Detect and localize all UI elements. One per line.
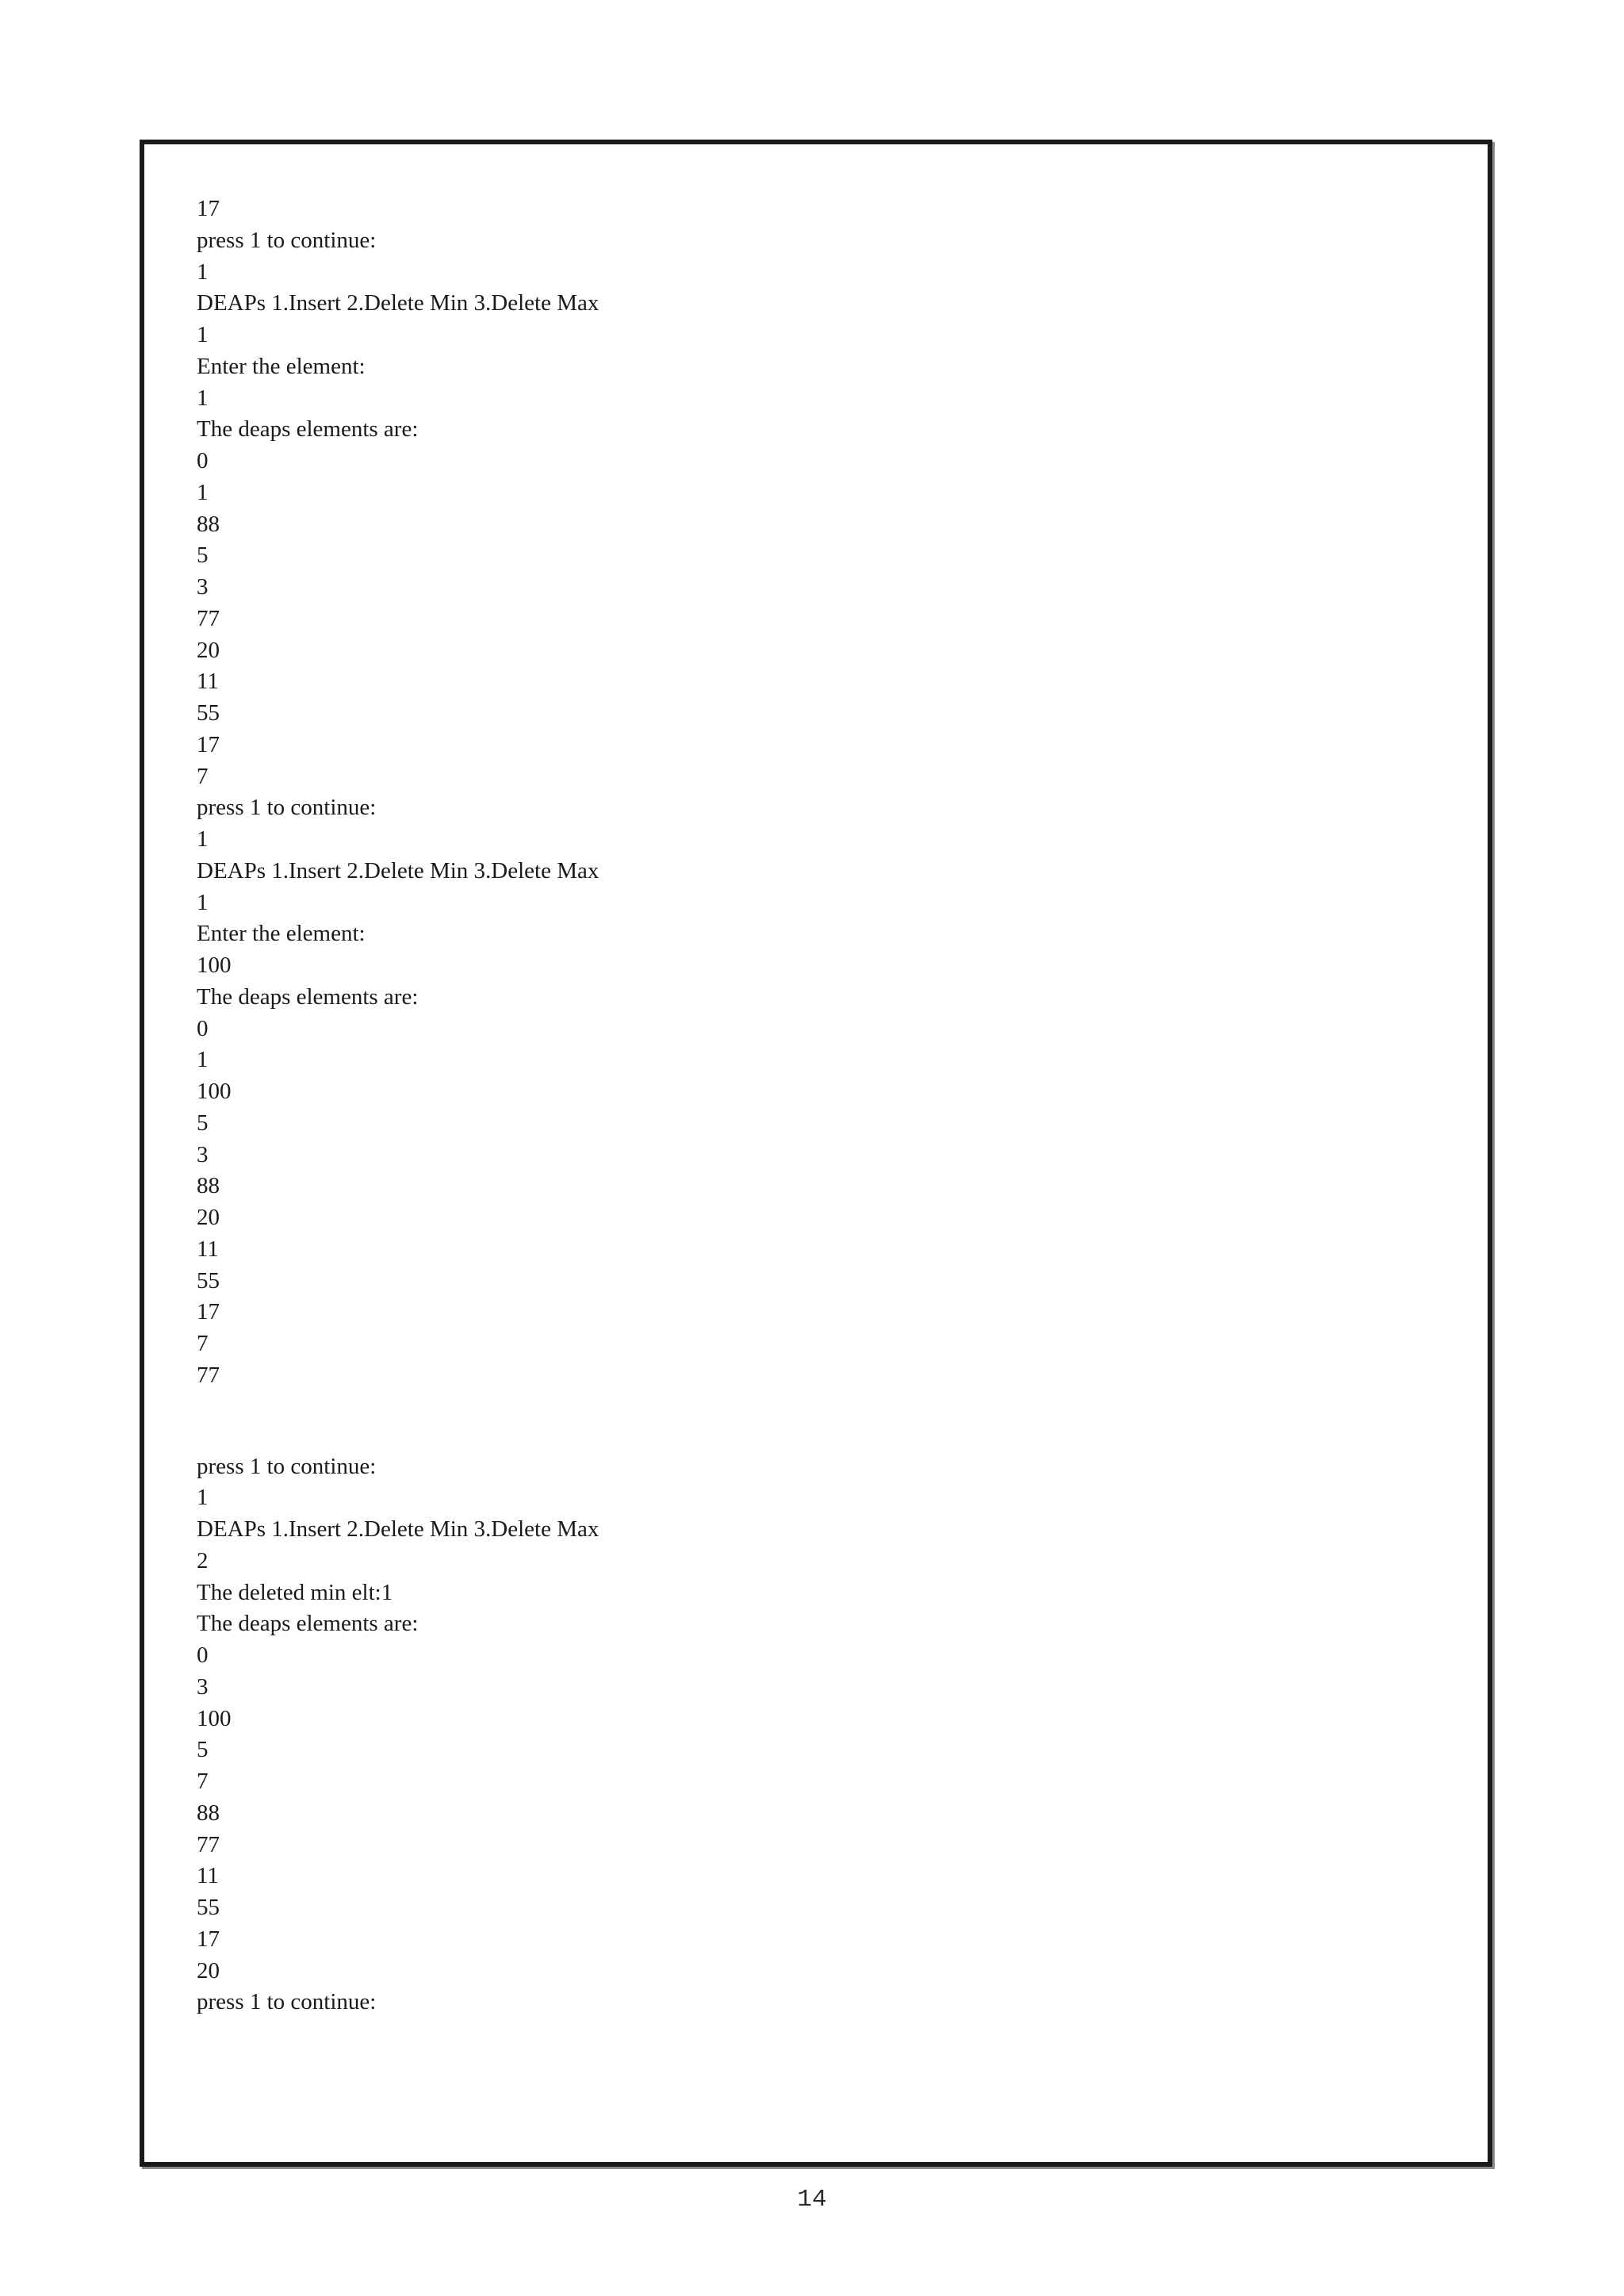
output-line: 55 (197, 1895, 220, 1920)
output-line: 20 (197, 1957, 220, 1984)
output-line: Enter the element: (197, 353, 366, 379)
output-line: 7 (197, 1331, 209, 1356)
output-line: press 1 to continue: (197, 1989, 377, 2015)
output-line: 11 (197, 669, 219, 695)
output-line: 88 (197, 1800, 220, 1826)
output-line: 3 (197, 1141, 209, 1167)
output-line: 100 (197, 1079, 232, 1104)
output-line: 1 (197, 259, 209, 285)
output-line: 5 (197, 1110, 209, 1136)
output-line: 17 (197, 1926, 220, 1952)
output-line: The deleted min elt:1 (197, 1579, 393, 1605)
output-line: The deaps elements are: (197, 1611, 419, 1637)
output-line: 1 (197, 826, 209, 852)
output-line: 0 (197, 1642, 209, 1668)
output-line: 1 (197, 889, 209, 915)
output-line: 5 (197, 542, 209, 569)
output-line: 1 (197, 1485, 209, 1511)
output-line: DEAPs 1.Insert 2.Delete Min 3.Delete Max (197, 1516, 599, 1542)
output-line: 1 (197, 385, 209, 411)
output-line: 88 (197, 1173, 220, 1199)
output-line: 55 (197, 1267, 220, 1294)
output-line: 1 (197, 1047, 209, 1073)
output-line: press 1 to continue: (197, 795, 377, 821)
output-line: 77 (197, 605, 220, 631)
output-line: 0 (197, 1015, 209, 1041)
blank-gap (197, 1392, 1434, 1451)
output-line: 5 (197, 1737, 209, 1763)
output-line: 17 (197, 1299, 220, 1325)
output-block-1 (197, 194, 1434, 1392)
output-line: 1 (197, 479, 209, 505)
output-line: 0 (197, 448, 209, 473)
output-line: 3 (197, 574, 209, 600)
output-line: 7 (197, 1769, 209, 1794)
output-line: 2 (197, 1547, 209, 1573)
output-line: 100 (197, 1705, 232, 1731)
output-line: 77 (197, 1362, 220, 1388)
output-line: press 1 to continue: (197, 227, 377, 253)
output-line: The deaps elements are: (197, 416, 419, 443)
output-line: 11 (197, 1863, 219, 1889)
output-block-2 (197, 1451, 1434, 2019)
output-line: 7 (197, 763, 209, 789)
output-line: DEAPs 1.Insert 2.Delete Min 3.Delete Max (197, 857, 599, 884)
output-line: 88 (197, 511, 220, 537)
output-line: 17 (197, 731, 220, 757)
output-line: 11 (197, 1236, 219, 1262)
output-line: 1 (197, 322, 209, 347)
page-number: 14 (797, 2186, 827, 2214)
output-line: The deaps elements are: (197, 983, 419, 1010)
output-line: Enter the element: (197, 921, 366, 947)
output-line: 100 (197, 953, 232, 978)
output-line: 20 (197, 637, 220, 663)
output-line: 77 (197, 1831, 220, 1857)
output-line: press 1 to continue: (197, 1453, 377, 1479)
output-line: 55 (197, 700, 220, 726)
console-output (197, 194, 1434, 2018)
output-line: 20 (197, 1205, 220, 1230)
output-line: 3 (197, 1673, 209, 1700)
output-line: DEAPs 1.Insert 2.Delete Min 3.Delete Max (197, 290, 599, 316)
output-line: 17 (197, 196, 220, 221)
